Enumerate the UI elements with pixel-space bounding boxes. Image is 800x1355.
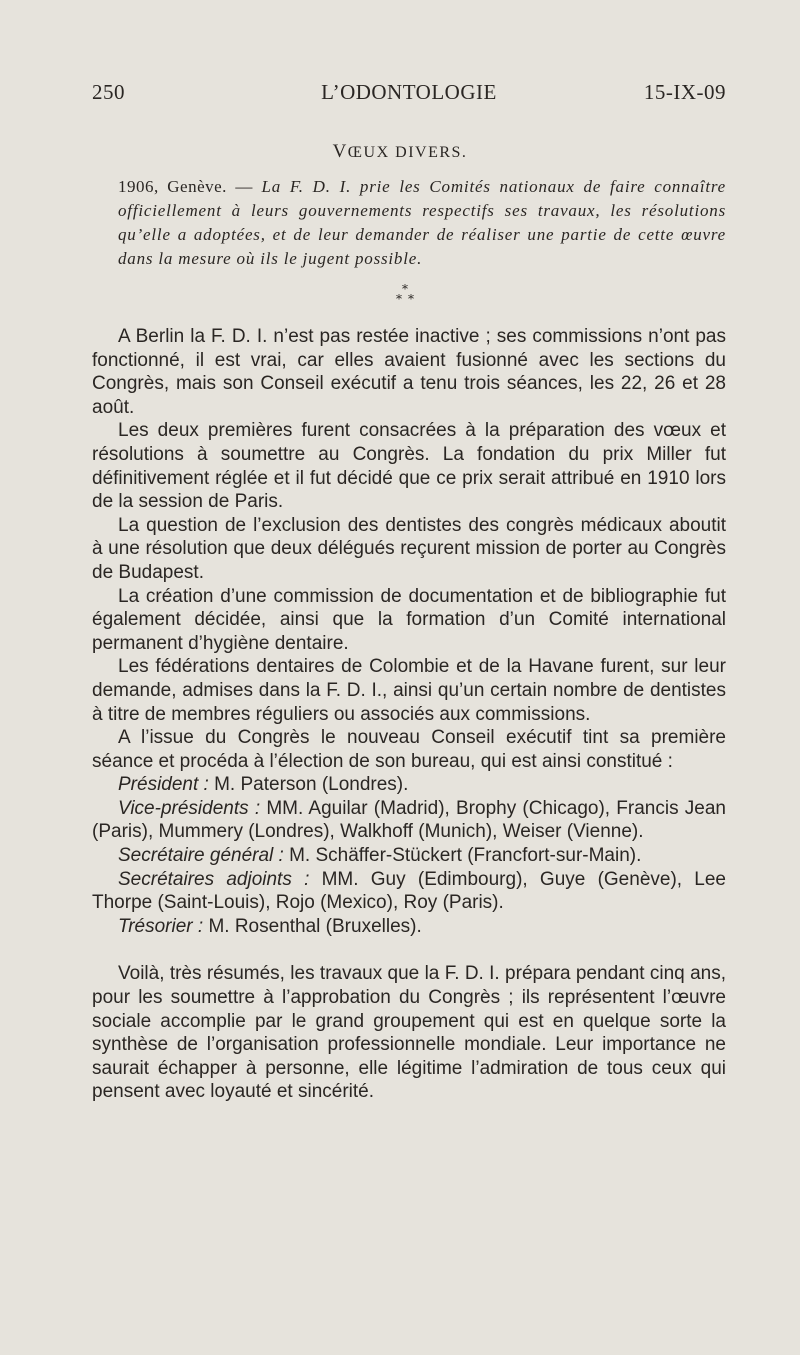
officer-names: MM. Aguilar (Madrid), Brophy (Chicago), Francis Jean (Paris), Mummery (Londres), Walkhoff (Munich), Weiser (Vienne). (92, 797, 726, 843)
officer-role: Vice-présidents : (118, 797, 261, 819)
officer-role: Président : (118, 774, 209, 796)
journal-title: L’ODONTOLOGIE (321, 80, 497, 104)
officer-vice-presidents (92, 797, 726, 844)
paragraph: A l’issue du Congrès le nouveau Conseil exécutif tint sa première séance et procéda à l’élection de son bureau, qui est ainsi constitué : (92, 727, 726, 772)
paragraph: La question de l’exclusion des dentistes des congrès médicaux aboutit à une résolution que deux délégués reçurent mission de porter au Congrès de Budapest. (92, 514, 726, 583)
quote-text: La F. D. I. prie les Comités nationaux de faire connaître officiellement à leurs gouvernements respectifs ses travaux, les résolutions qu’elle a adoptées, et de leur demander de réaliser une partie de cette œuvre dans la mesure où ils le jugent possible. (118, 177, 726, 268)
officer-treasurer (92, 915, 726, 939)
section-title-rest: ŒUX DIVERS. (347, 144, 468, 161)
running-head (92, 80, 726, 110)
officer-names: M. Paterson (Londres). (208, 774, 409, 796)
officer-president (92, 773, 726, 797)
issue-date: 15-IX-09 (643, 80, 726, 104)
paragraph: Les fédérations dentaires de Colombie et de la Havane furent, sur leur demande, admises dans la F. D. I., ainsi qu’un certain nombre de dentistes à titre de membres réguliers ou associés aux commissions. (92, 656, 726, 725)
officer-names: MM. Guy (Edimbourg), Guye (Genève), Lee Thorpe (Saint-Louis), Rojo (Mexico), Roy (Paris). (92, 868, 726, 914)
page-number: 250 (92, 80, 125, 104)
officer-names: M. Rosenthal (Bruxelles). (203, 915, 422, 937)
closing-paragraph: Voilà, très résumés, les travaux que la F. D. I. prépara pendant cinq ans, pour les soumettre à l’approbation du Congrès ; ils représentent l’œuvre sociale accomplie par le grand groupement qui est en quelque sorte la synthèse de l’organisation professionnelle mondiale. Leur importance ne saurait échapper à personne, elle légitime l’admiration de tous ceux qui pensent avec loyauté et sincérité. (92, 963, 726, 1103)
paragraph: A Berlin la F. D. I. n’est pas restée inactive ; ses commissions n’ont pas fonctionné, il est vrai, car elles avaient fusionné avec les sections du Congrès, mais son Conseil exécutif a tenu trois séances, les 22, 26 et 28 août. (92, 326, 726, 418)
officer-role: Secrétaire général : (118, 845, 284, 867)
section-title-initial: V (332, 141, 348, 162)
quote-lead: 1906, Genève. — (118, 177, 262, 196)
resolution-quote (118, 175, 726, 271)
officer-role: Trésorier : (118, 915, 204, 937)
paragraph: La création d’une commission de documentation et de bibliographie fut également décidée, ainsi que la formation d’un Comité international permanent d’hygiène dentaire. (92, 585, 726, 654)
officer-role: Secrétaires adjoints : (118, 868, 310, 890)
asterism-separator: * * * (396, 282, 414, 306)
section-title (0, 141, 800, 163)
officer-assistant-secretaries (92, 868, 726, 915)
officer-general-secretary (92, 844, 726, 868)
body-text (92, 325, 726, 1104)
paragraph: Les deux premières furent consacrées à la préparation des vœux et résolutions à soumettre au Congrès. La fondation du prix Miller fut définitivement réglée et il fut décidé que ce prix serait attribué en 1910 lors de la session de Paris. (92, 420, 726, 513)
officer-names: M. Schäffer-Stückert (Francfort-sur-Main). (283, 845, 642, 867)
